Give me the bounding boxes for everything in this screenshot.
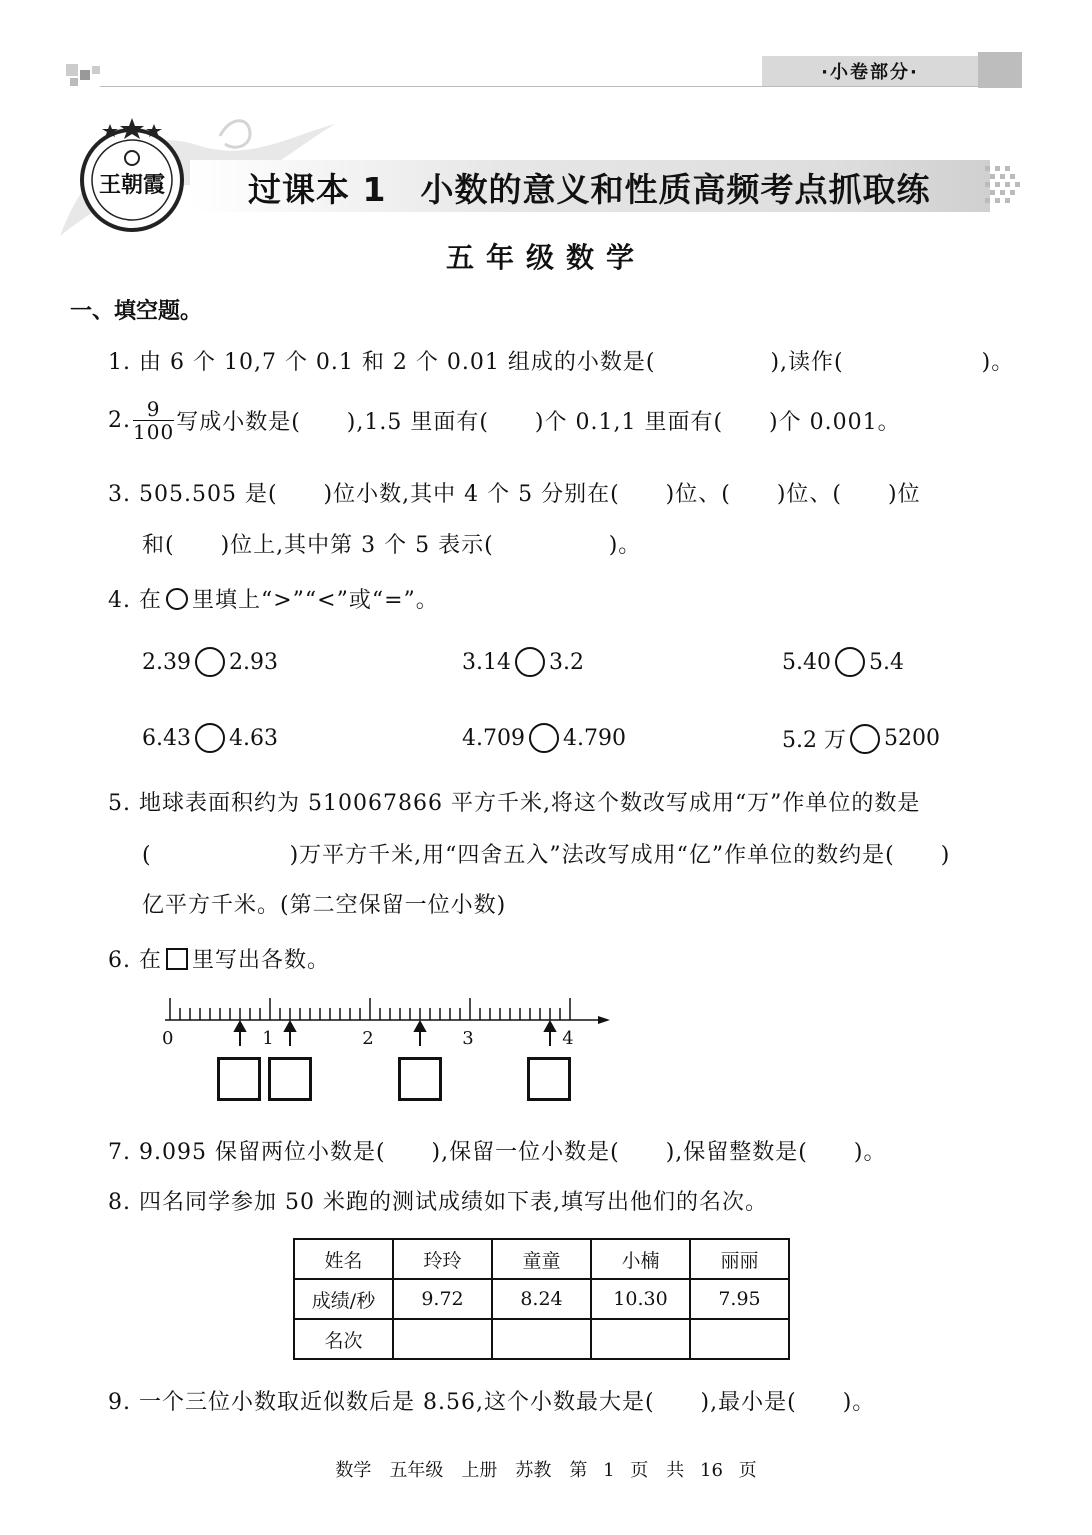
table-cell: 童童 bbox=[492, 1239, 591, 1279]
question-6-suffix: 里写出各数。 bbox=[191, 948, 330, 973]
table-row bbox=[294, 1279, 789, 1319]
comparison-left: 4.709 bbox=[462, 725, 525, 751]
comparison-left: 5.2 万 bbox=[782, 728, 846, 753]
question-5-line-2: ( )万平方千米,用“四舍五入”法改写成用“亿”作单位的数约是( ) bbox=[142, 843, 951, 868]
rank-answer-cell[interactable] bbox=[690, 1319, 789, 1359]
section-heading: 一、填空题。 bbox=[70, 299, 203, 324]
question-4 bbox=[108, 583, 439, 614]
score-table bbox=[293, 1238, 790, 1360]
axis-label: 2 bbox=[362, 1028, 374, 1049]
table-header-row bbox=[294, 1239, 789, 1279]
table-row bbox=[294, 1319, 789, 1359]
question-3-line-1: 3. 505.505 是( )位小数,其中 4 个 5 分别在( )位、( )位、( )位 bbox=[108, 482, 921, 507]
question-5-line-3: 亿平方千米。(第二空保留一位小数) bbox=[142, 893, 507, 918]
question-6-prefix: 6. 在 bbox=[108, 948, 162, 973]
section-tag-end bbox=[978, 52, 1022, 88]
compare-circle-blank[interactable] bbox=[835, 647, 865, 677]
question-1: 1. 由 6 个 10,7 个 0.1 和 2 个 0.01 组成的小数是( ),读作( )。 bbox=[108, 350, 1015, 375]
table-cell: 8.24 bbox=[492, 1279, 591, 1319]
rank-answer-cell[interactable] bbox=[393, 1319, 492, 1359]
question-2-number: 2. bbox=[108, 408, 131, 433]
title-dot-pattern bbox=[985, 166, 1025, 210]
comparison-right: 5.4 bbox=[868, 649, 904, 675]
header-rule bbox=[100, 86, 1022, 87]
question-9: 9. 一个三位小数取近似数后是 8.56,这个小数最大是( ),最小是( )。 bbox=[108, 1390, 876, 1415]
fraction-9-100 bbox=[133, 398, 174, 443]
question-8: 8. 四名同学参加 50 米跑的测试成绩如下表,填写出他们的名次。 bbox=[108, 1190, 768, 1215]
comparison-item bbox=[782, 647, 904, 677]
page-footer: 数学 五年级 上册 苏教 第 1 页 共 16 页 bbox=[335, 1460, 757, 1481]
comparison-left: 5.40 bbox=[782, 649, 831, 675]
axis-label: 1 bbox=[262, 1028, 274, 1049]
page-title: 过课本 1 小数的意义和性质高频考点抓取练 bbox=[248, 170, 931, 209]
rank-answer-cell[interactable] bbox=[591, 1319, 690, 1359]
comparison-item bbox=[462, 647, 584, 677]
up-arrow-icon bbox=[545, 1022, 555, 1046]
answer-box[interactable] bbox=[527, 1057, 571, 1101]
question-6 bbox=[108, 943, 330, 974]
logo-seal bbox=[78, 116, 186, 234]
axis-label: 3 bbox=[462, 1028, 474, 1049]
comparison-item bbox=[462, 723, 626, 753]
answer-box[interactable] bbox=[217, 1057, 261, 1101]
compare-circle-blank[interactable] bbox=[195, 647, 225, 677]
comparison-right: 4.790 bbox=[562, 725, 626, 751]
table-cell: 丽丽 bbox=[690, 1239, 789, 1279]
table-cell: 9.72 bbox=[393, 1279, 492, 1319]
comparison-right: 5200 bbox=[883, 726, 940, 751]
question-2-text: 写成小数是( ),1.5 里面有( )个 0.1,1 里面有( )个 0.001。 bbox=[176, 410, 901, 435]
page-subtitle: 五年级数学 bbox=[445, 241, 646, 274]
comparison-right: 3.2 bbox=[548, 649, 584, 675]
fraction-denominator: 100 bbox=[133, 420, 175, 444]
table-cell: 7.95 bbox=[690, 1279, 789, 1319]
number-line bbox=[140, 990, 620, 1060]
up-arrow-icon bbox=[285, 1022, 295, 1046]
compare-circle-blank[interactable] bbox=[515, 647, 545, 677]
table-cell: 10.30 bbox=[591, 1279, 690, 1319]
answer-box[interactable] bbox=[268, 1057, 312, 1101]
table-cell: 玲玲 bbox=[393, 1239, 492, 1279]
up-arrow-icon bbox=[235, 1022, 245, 1046]
question-4-suffix: 里填上“>”“<”或“=”。 bbox=[191, 588, 439, 613]
comparison-right: 2.93 bbox=[228, 649, 278, 675]
axis-label: 0 bbox=[162, 1028, 174, 1049]
up-arrow-icon bbox=[415, 1022, 425, 1046]
table-cell: 成绩/秒 bbox=[294, 1279, 393, 1319]
comparison-item bbox=[142, 723, 278, 753]
question-5-line-1: 5. 地球表面积约为 510067866 平方千米,将这个数改写成用“万”作单位的数是 bbox=[108, 791, 921, 816]
comparison-item bbox=[782, 723, 940, 754]
logo-text: 王朝霞 bbox=[98, 172, 166, 198]
axis-label: 4 bbox=[562, 1028, 574, 1049]
compare-circle-blank[interactable] bbox=[850, 724, 880, 754]
question-4-prefix: 4. 在 bbox=[108, 588, 162, 613]
question-3-line-2: 和( )位上,其中第 3 个 5 表示( )。 bbox=[142, 533, 642, 558]
compare-circle-blank[interactable] bbox=[529, 723, 559, 753]
fraction-numerator: 9 bbox=[133, 398, 174, 421]
question-7: 7. 9.095 保留两位小数是( ),保留一位小数是( ),保留整数是( )。 bbox=[108, 1140, 887, 1165]
comparison-left: 3.14 bbox=[462, 649, 511, 675]
table-cell: 名次 bbox=[294, 1319, 393, 1359]
table-cell: 姓名 bbox=[294, 1239, 393, 1279]
rank-answer-cell[interactable] bbox=[492, 1319, 591, 1359]
table-cell: 小楠 bbox=[591, 1239, 690, 1279]
square-icon bbox=[166, 948, 188, 970]
comparison-right: 4.63 bbox=[228, 725, 278, 751]
question-2 bbox=[108, 398, 901, 443]
answer-box[interactable] bbox=[398, 1057, 442, 1101]
comparison-left: 6.43 bbox=[142, 725, 191, 751]
compare-circle-blank[interactable] bbox=[195, 723, 225, 753]
circle-icon bbox=[166, 588, 188, 610]
section-tag: ·小卷部分· bbox=[762, 56, 978, 86]
comparison-left: 2.39 bbox=[142, 649, 191, 675]
comparison-item bbox=[142, 647, 278, 677]
